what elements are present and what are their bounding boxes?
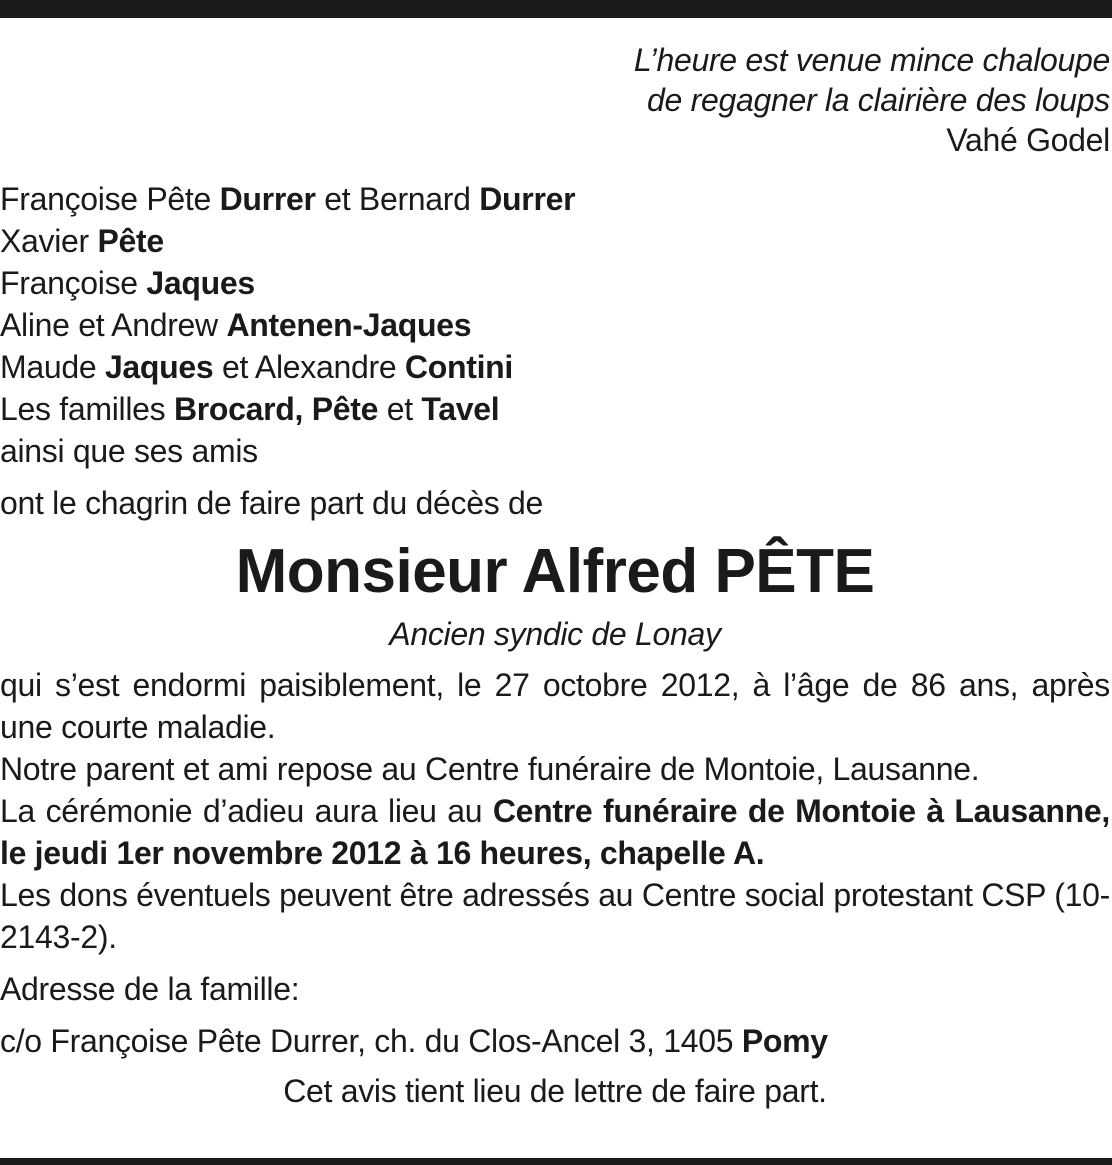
ceremony-paragraph bbox=[0, 790, 1110, 874]
deceased-name: Monsieur Alfred PÊTE bbox=[235, 537, 875, 606]
family-surname: Contini bbox=[404, 349, 514, 385]
deceased-title: Ancien syndic de Lonay bbox=[389, 616, 721, 652]
family-line: ainsi que ses amis bbox=[0, 433, 258, 469]
address-label: Adresse de la famille: bbox=[0, 971, 300, 1007]
footer-note: Cet avis tient lieu de lettre de faire part. bbox=[283, 1073, 827, 1109]
family-text: Françoise bbox=[0, 265, 147, 301]
family-line bbox=[0, 304, 1110, 346]
family-address bbox=[0, 1020, 1110, 1062]
family-line bbox=[0, 178, 1110, 220]
donations-paragraph: Les dons éventuels peuvent être adressés au Centre social protestant CSP (10-2143-2). bbox=[0, 877, 1110, 955]
family-list bbox=[0, 178, 1110, 472]
bottom-rule bbox=[0, 1158, 1112, 1165]
notice-body bbox=[0, 664, 1110, 1062]
ceremony-text: La cérémonie d’adieu aura lieu au bbox=[0, 793, 493, 829]
family-surname: Tavel bbox=[421, 391, 500, 427]
rest-paragraph: Notre parent et ami repose au Centre funéraire de Montoie, Lausanne. bbox=[0, 751, 980, 787]
epigraph-author: Vahé Godel bbox=[946, 122, 1110, 158]
family-text: et bbox=[378, 391, 422, 427]
address-text: c/o Françoise Pête Durrer, ch. du Clos-Ancel 3, 1405 bbox=[0, 1023, 742, 1059]
family-text: et Bernard bbox=[315, 181, 480, 217]
family-line bbox=[0, 346, 1110, 388]
family-text: Les familles bbox=[0, 391, 174, 427]
family-text: Xavier bbox=[0, 223, 98, 259]
family-line bbox=[0, 262, 1110, 304]
announcement: ont le chagrin de faire part du décès de bbox=[0, 485, 544, 521]
family-surname: Jaques bbox=[104, 349, 214, 385]
family-text: Françoise Pête bbox=[0, 181, 220, 217]
ceremony-details: Centre funéraire de Montoie à Lausanne, le jeudi 1er novembre 2012 à 16 heures, chapelle A. bbox=[0, 793, 1110, 871]
address-town: Pomy bbox=[741, 1023, 828, 1059]
family-surname: Brocard, Pête bbox=[173, 391, 379, 427]
family-surname: Jaques bbox=[146, 265, 255, 301]
epigraph-line-1: L’heure est venue mince chaloupe bbox=[633, 42, 1110, 78]
epigraph-line-2: de regagner la clairière des loups bbox=[647, 82, 1110, 118]
family-surname: Durrer bbox=[479, 181, 576, 217]
top-rule bbox=[0, 0, 1112, 18]
family-text: Maude bbox=[0, 349, 105, 385]
family-surname: Antenen-Jaques bbox=[226, 307, 472, 343]
family-surname: Durrer bbox=[219, 181, 316, 217]
passing-paragraph: qui s’est endormi paisiblement, le 27 octobre 2012, à l’âge de 86 ans, après une courte maladie. bbox=[0, 667, 1110, 745]
death-notice bbox=[0, 40, 1110, 1112]
family-text: Aline et Andrew bbox=[0, 307, 227, 343]
family-line bbox=[0, 220, 1110, 262]
family-text: et Alexandre bbox=[213, 349, 405, 385]
epigraph bbox=[0, 40, 1110, 160]
family-line bbox=[0, 388, 1110, 430]
family-surname: Pête bbox=[97, 223, 164, 259]
